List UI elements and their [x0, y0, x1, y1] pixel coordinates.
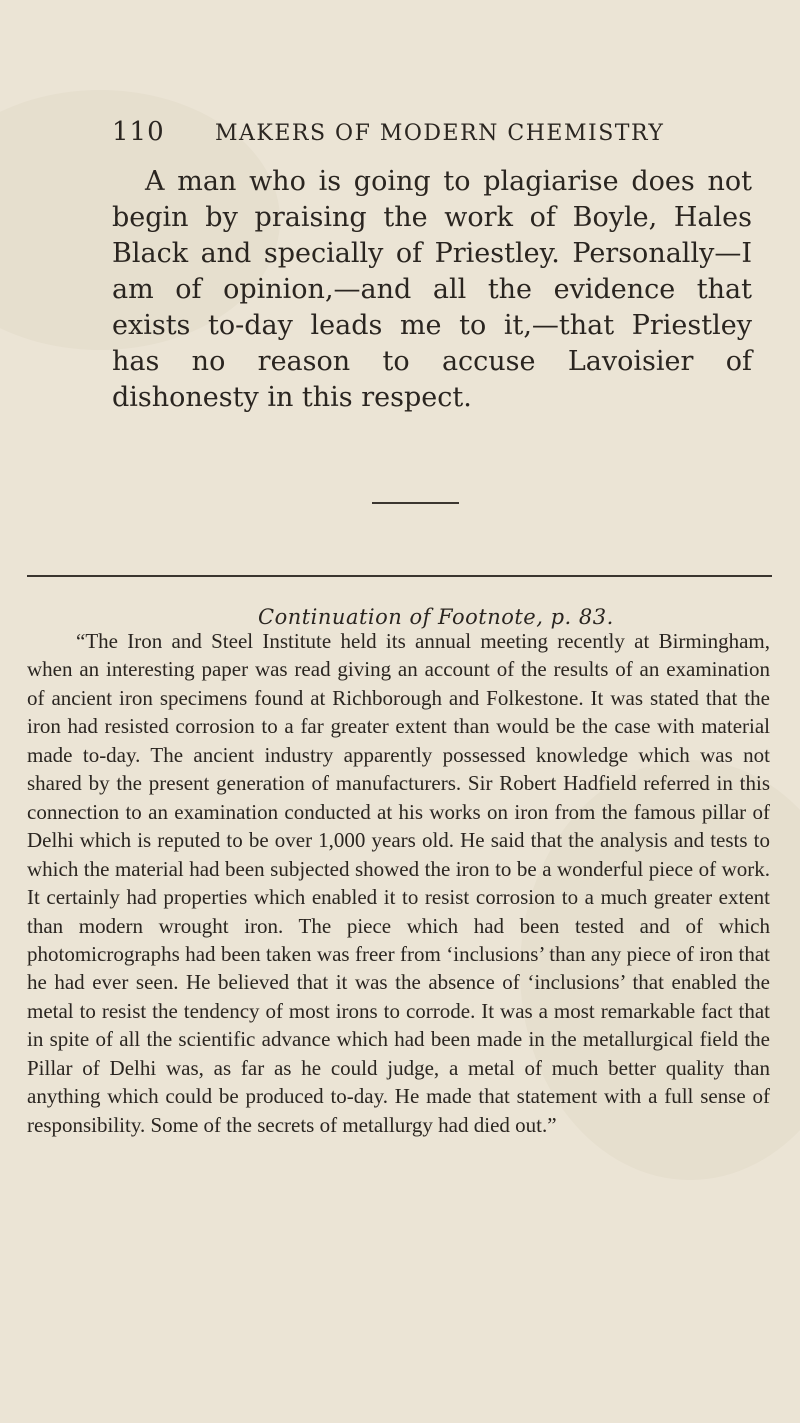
running-head: MAKERS OF MODERN CHEMISTRY	[215, 121, 665, 146]
footnote-paragraph: “The Iron and Steel Institute held its annual meeting recently at Birmingham, when an interesting paper was read giving an account of the results of an examination of ancient iron specimens found at Richborough and Folkestone. It was stated that the iron had resisted corrosion to a far greater extent than would be the case with material made to-day. The ancient industry apparently possessed knowledge which was not shared by the present generation of manufacturers. Sir Robert Hadfield referred in this connection to an examination conducted at his works on iron from the famous pillar of Delhi which is reputed to be over 1,000 years old. He said that the analysis and tests to which the material had been subjected showed the iron to be a wonderful piece of work. It certainly had properties which enabled it to resist corrosion to a much greater extent than modern wrought iron. The piece which had been tested and of which photomicrographs had been taken was freer from ‘inclusions’ than any piece of iron that he had ever seen. He believed that it was the absence of ‘inclusions’ that enabled the metal to resist the tendency of most irons to corrode. It was a most remarkable fact that in spite of all the scientific advance which had been made in the metallurgical field the Pillar of Delhi was, as far as he could judge, a metal of much better quality than anything which could be produced to-day. He made that statement with a full sense of responsibility. Some of the secrets of metallurgy had died out.”	[27, 629, 770, 1137]
page-header	[112, 117, 672, 157]
footnote-title: Continuation of Footnote, p. 83.	[258, 605, 614, 629]
section-divider	[372, 502, 459, 504]
page-number: 110	[112, 117, 165, 147]
footnote-divider	[27, 575, 772, 577]
body-paragraph: A man who is going to plagiarise does not begin by praising the work of Boyle, Hales Black and specially of Priestley. Personally—I am of opinion,—and all the evidence that exists to-day leads me to it,—that Priestley has no reason to accuse Lavoisier of dishonesty in this respect.	[112, 166, 752, 413]
